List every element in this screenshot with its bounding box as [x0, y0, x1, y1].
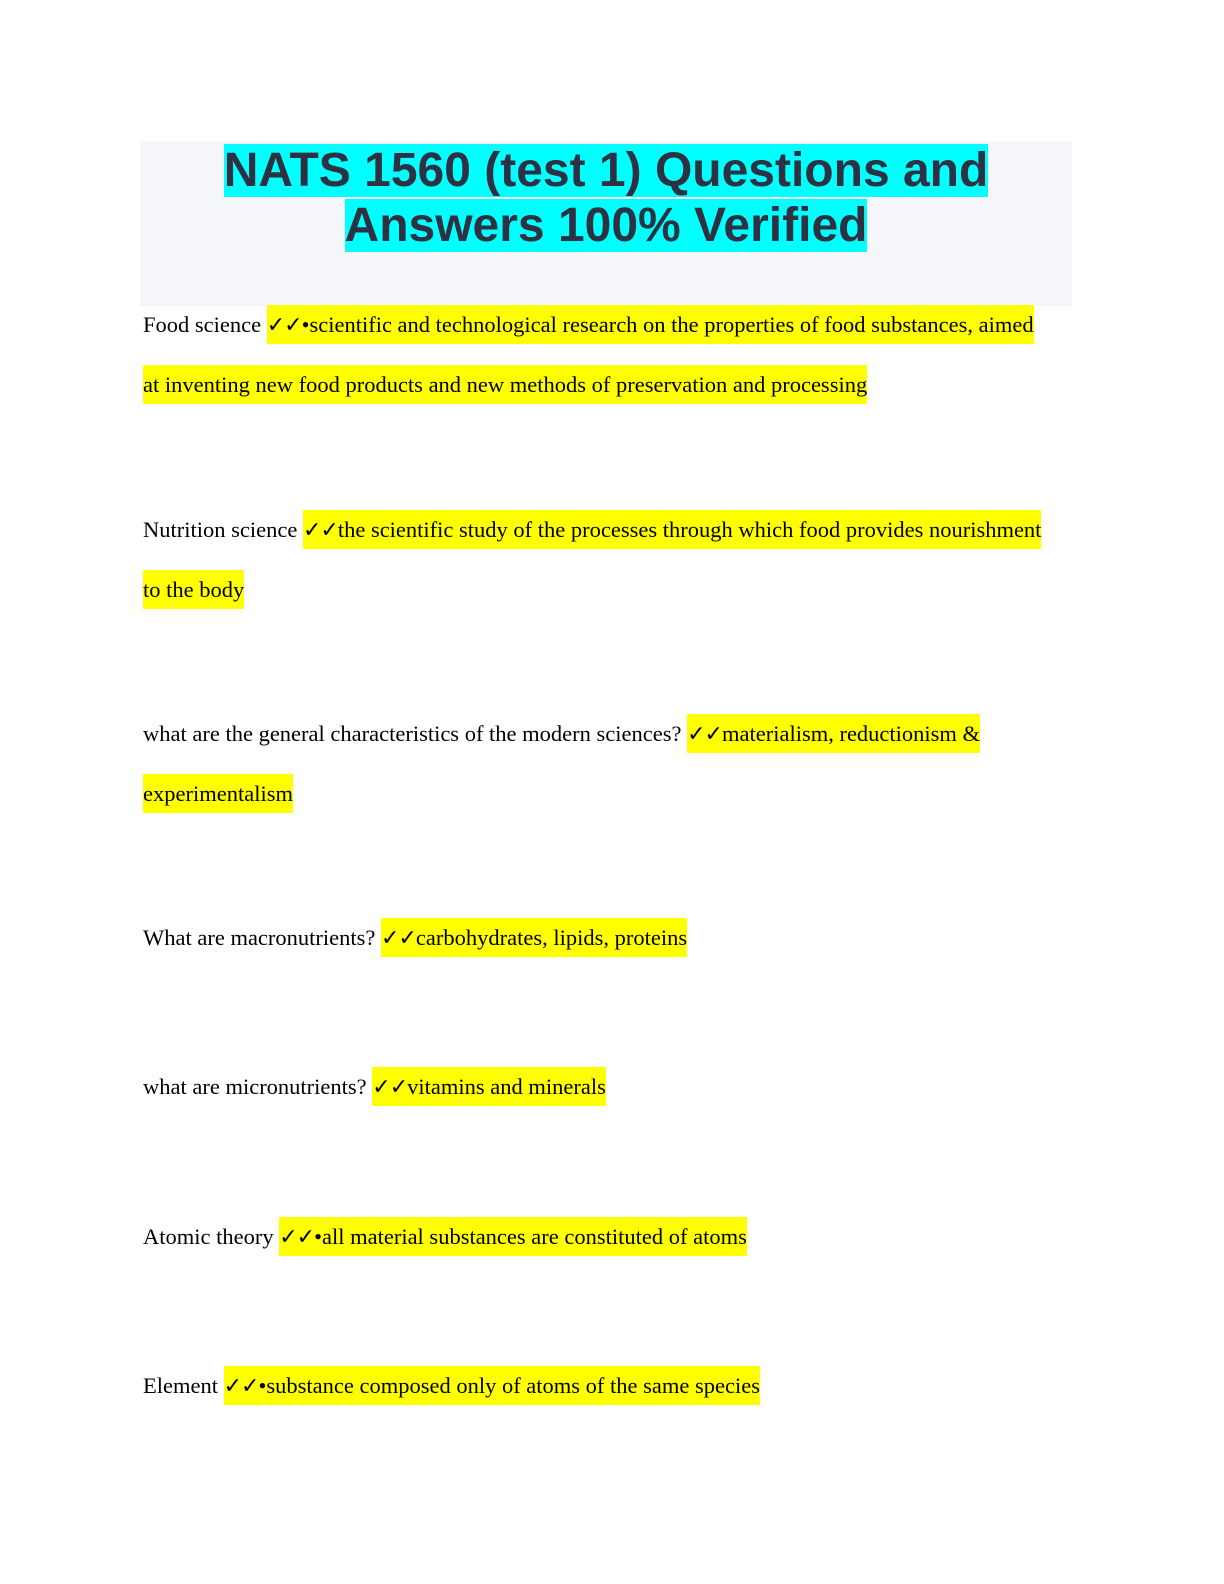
answer-text: •substance composed only of atoms of the same species — [258, 1373, 760, 1398]
double-check-icon: ✓✓ — [372, 1075, 408, 1100]
qa-entry-nutrition-science — [143, 500, 1043, 619]
answer-text: carbohydrates, lipids, proteins — [415, 925, 688, 950]
double-check-icon: ✓✓ — [279, 1225, 315, 1250]
qa-entry-atomic-theory — [143, 1207, 1043, 1267]
qa-entry-element — [143, 1356, 1043, 1416]
qa-entry-micronutrients — [143, 1057, 1043, 1117]
answer-text: •scientific and technological research on the properties of food substances, aimed at inventing new food products and new methods of preservation and processing — [143, 312, 1034, 397]
answer-highlight — [372, 1067, 606, 1106]
qa-entry-macronutrients — [143, 908, 1043, 968]
answer-highlight — [279, 1217, 747, 1256]
answer-text: materialism, reductionism & experimentalism — [143, 721, 981, 806]
answer-highlight — [224, 1366, 760, 1405]
question-term: Nutrition science — [143, 517, 298, 542]
question-term: Food science — [143, 312, 262, 337]
document-title: NATS 1560 (test 1) Questions and Answers 100% Verified — [223, 144, 989, 252]
question-term: what are micronutrients? — [143, 1074, 367, 1099]
qa-entry-modern-sciences — [143, 704, 1043, 823]
answer-text: vitamins and minerals — [407, 1074, 606, 1099]
answer-highlight — [381, 918, 687, 957]
question-term: what are the general characteristics of the modern sciences? — [143, 721, 682, 746]
title-banner — [140, 141, 1072, 306]
question-term: Element — [143, 1373, 218, 1398]
answer-text: •all material substances are constituted of atoms — [314, 1224, 747, 1249]
double-check-icon: ✓✓ — [266, 313, 302, 338]
question-term: What are macronutrients? — [143, 925, 376, 950]
double-check-icon: ✓✓ — [302, 518, 338, 543]
question-term: Atomic theory — [143, 1224, 274, 1249]
double-check-icon: ✓✓ — [223, 1374, 259, 1399]
double-check-icon: ✓✓ — [687, 722, 722, 747]
answer-highlight — [143, 305, 1034, 404]
qa-entry-food-science — [143, 295, 1043, 414]
double-check-icon: ✓✓ — [381, 926, 416, 951]
answer-text: the scientific study of the processes through which food provides nourishment to the body — [143, 517, 1042, 602]
